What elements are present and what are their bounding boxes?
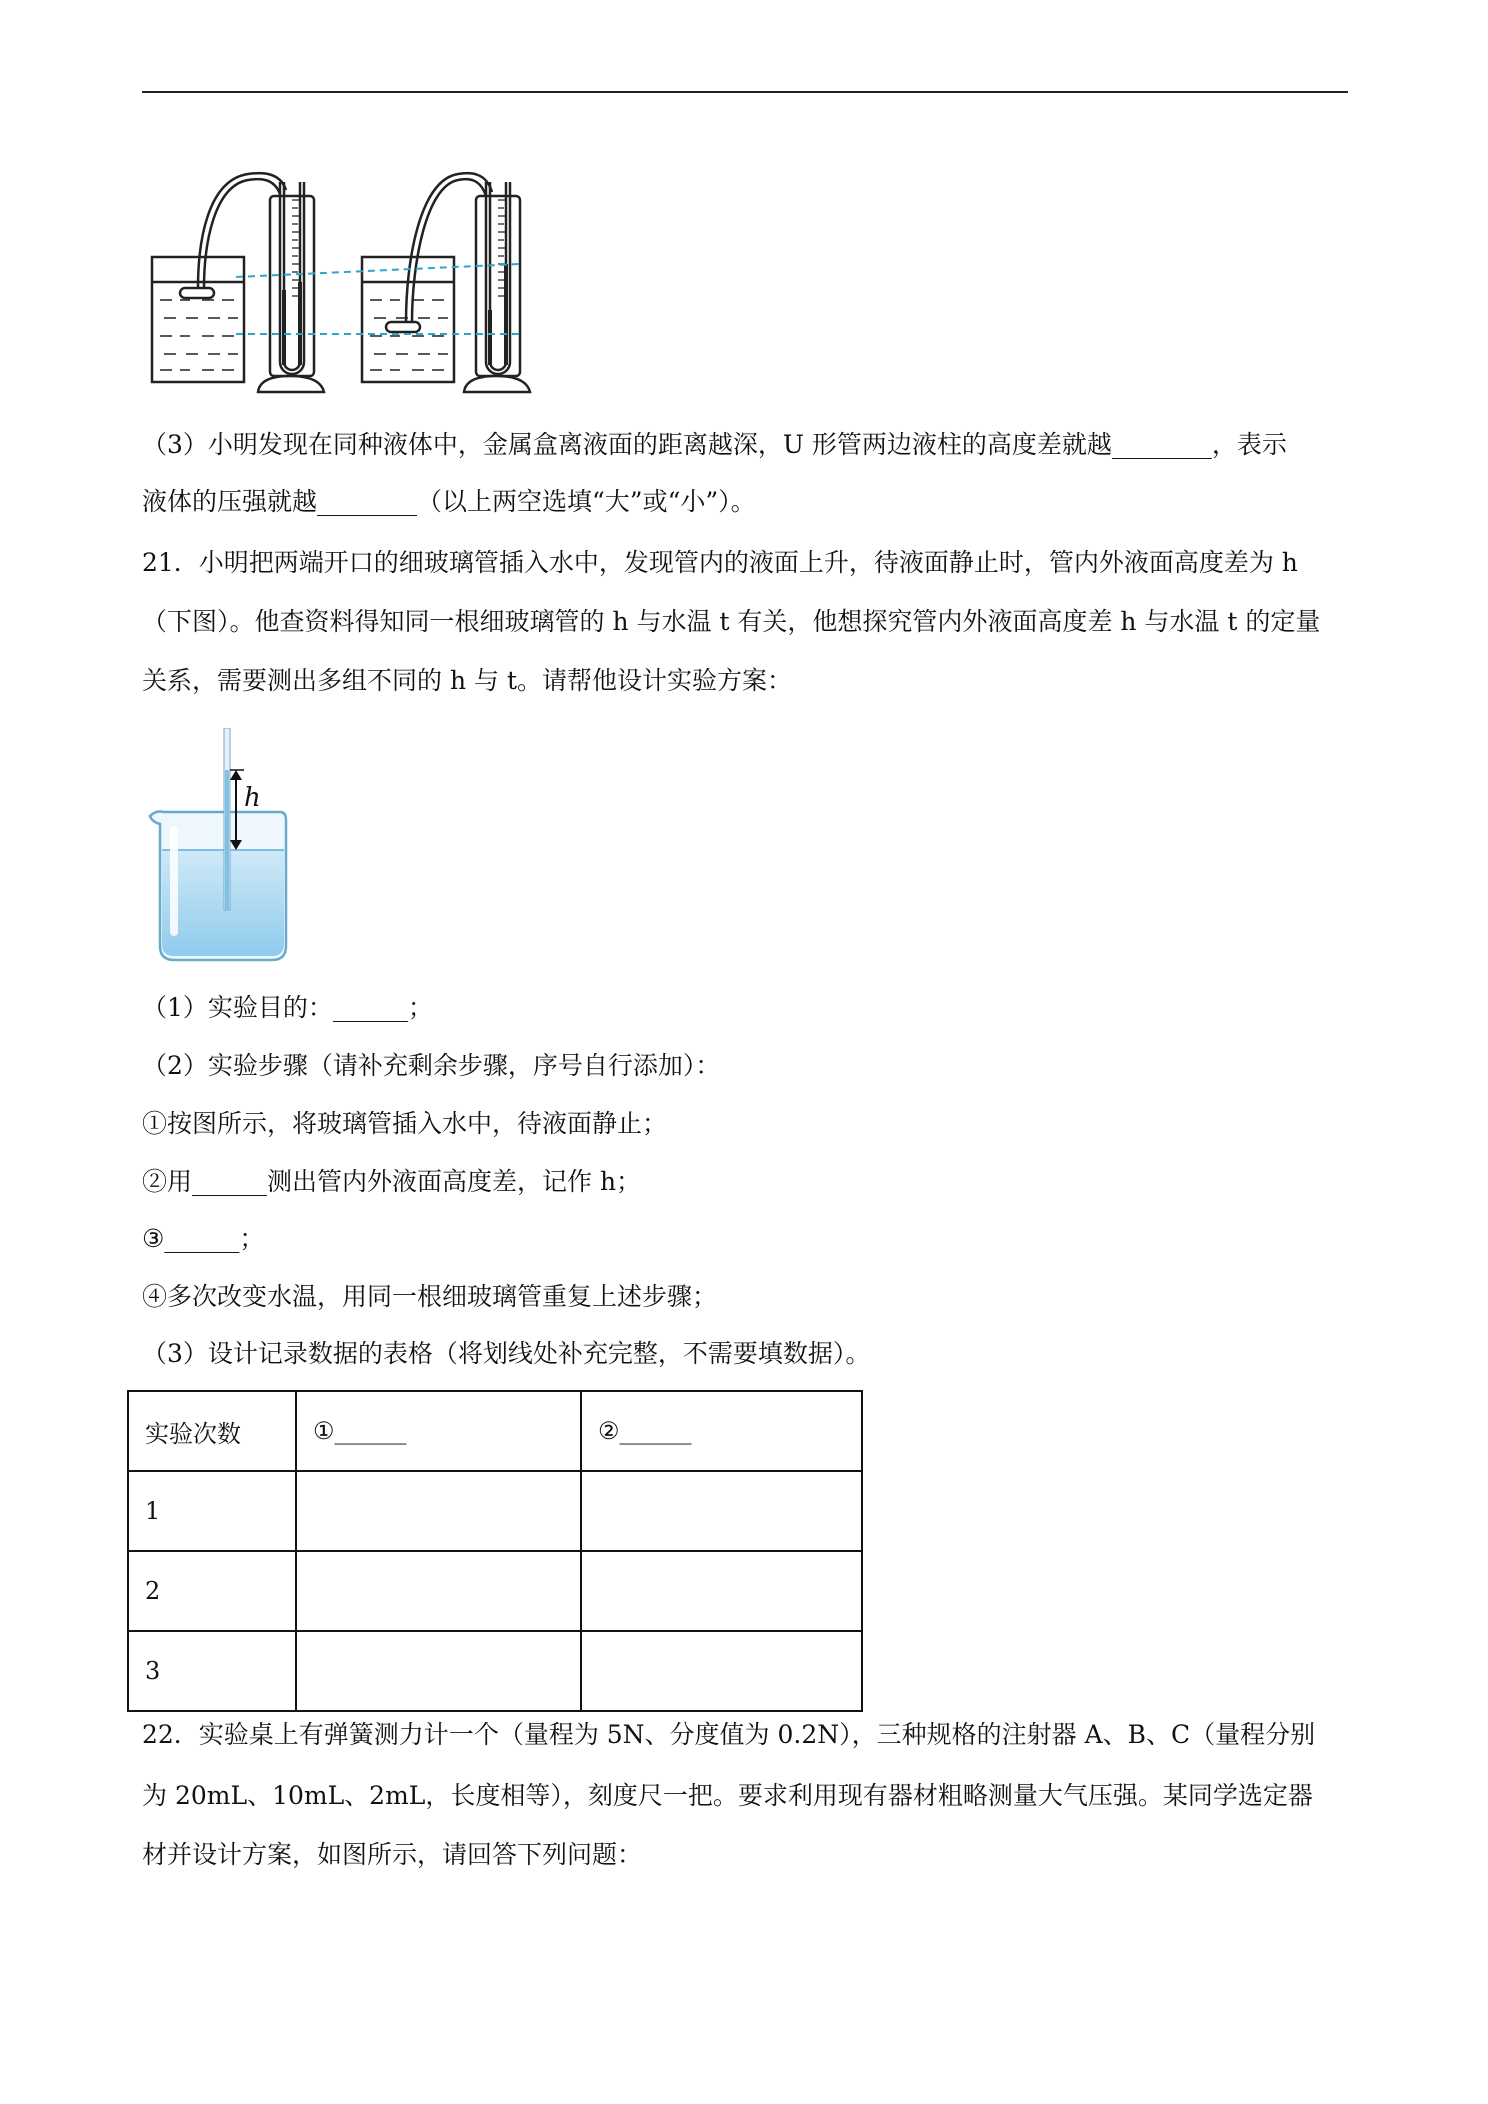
q21-step4: ④多次改变水温，用同一根细玻璃管重复上述步骤； <box>142 1282 718 1311</box>
table-cell: 3 <box>128 1631 296 1711</box>
table-cell: 1 <box>128 1471 296 1551</box>
table-header-cell: ②______ <box>581 1391 862 1471</box>
q22-stem-line2: 为 20mL、10mL、2mL，长度相等），刻度尺一把。要求利用现有器材粗略测量大气压强。某同学选定器 <box>142 1781 1313 1810</box>
q21-step2: ②用______测出管内外液面高度差，记作 h； <box>142 1167 642 1196</box>
q22-stem-line3: 材并设计方案，如图所示，请回答下列问题： <box>142 1840 643 1869</box>
table-header-row <box>128 1391 862 1471</box>
q21-part1: （1）实验目的：______； <box>142 993 433 1022</box>
table-cell <box>581 1471 862 1551</box>
table-header-cell: 实验次数 <box>128 1391 296 1471</box>
q21-stem-line2: （下图）。他查资料得知同一根细玻璃管的 h 与水温 t 有关，他想探究管内外液面高度差 h 与水温 t 的定量 <box>142 607 1321 636</box>
q22-stem-line1: 22．实验桌上有弹簧测力计一个（量程为 5N、分度值为 0.2N），三种规格的注射器 A、B、C（量程分别 <box>142 1720 1316 1749</box>
table-row <box>128 1631 862 1711</box>
q21-step3: ③______； <box>142 1224 265 1253</box>
table-cell <box>296 1471 581 1551</box>
table-cell <box>581 1551 862 1631</box>
q21-part2: （2）实验步骤（请补充剩余步骤，序号自行添加）： <box>142 1051 721 1080</box>
q21-stem-line1: 21．小明把两端开口的细玻璃管插入水中，发现管内的液面上升，待液面静止时，管内外液面高度差为 h <box>142 548 1298 577</box>
q20-part3-line2: 液体的压强就越________（以上两空选填“大”或“小”）。 <box>142 487 756 516</box>
pressure-gauge-figure <box>140 160 560 400</box>
h-label: h <box>244 783 261 813</box>
q20-part3-line1: （3）小明发现在同种液体中，金属盒离液面的距离越深，U 形管两边液柱的高度差就越________，表示 <box>142 430 1287 459</box>
data-record-table <box>127 1390 863 1712</box>
q21-step1: ①按图所示，将玻璃管插入水中，待液面静止； <box>142 1109 668 1138</box>
beaker-figure <box>140 728 300 968</box>
table-cell <box>581 1631 862 1711</box>
table-row <box>128 1471 862 1551</box>
table-row <box>128 1551 862 1631</box>
table-cell: 2 <box>128 1551 296 1631</box>
table-cell <box>296 1551 581 1631</box>
q21-stem-line3: 关系，需要测出多组不同的 h 与 t。请帮他设计实验方案： <box>142 666 792 695</box>
table-cell <box>296 1631 581 1711</box>
table-header-cell: ①______ <box>296 1391 581 1471</box>
q21-part3: （3）设计记录数据的表格（将划线处补充完整，不需要填数据）。 <box>142 1339 871 1368</box>
header-rule <box>142 91 1348 93</box>
